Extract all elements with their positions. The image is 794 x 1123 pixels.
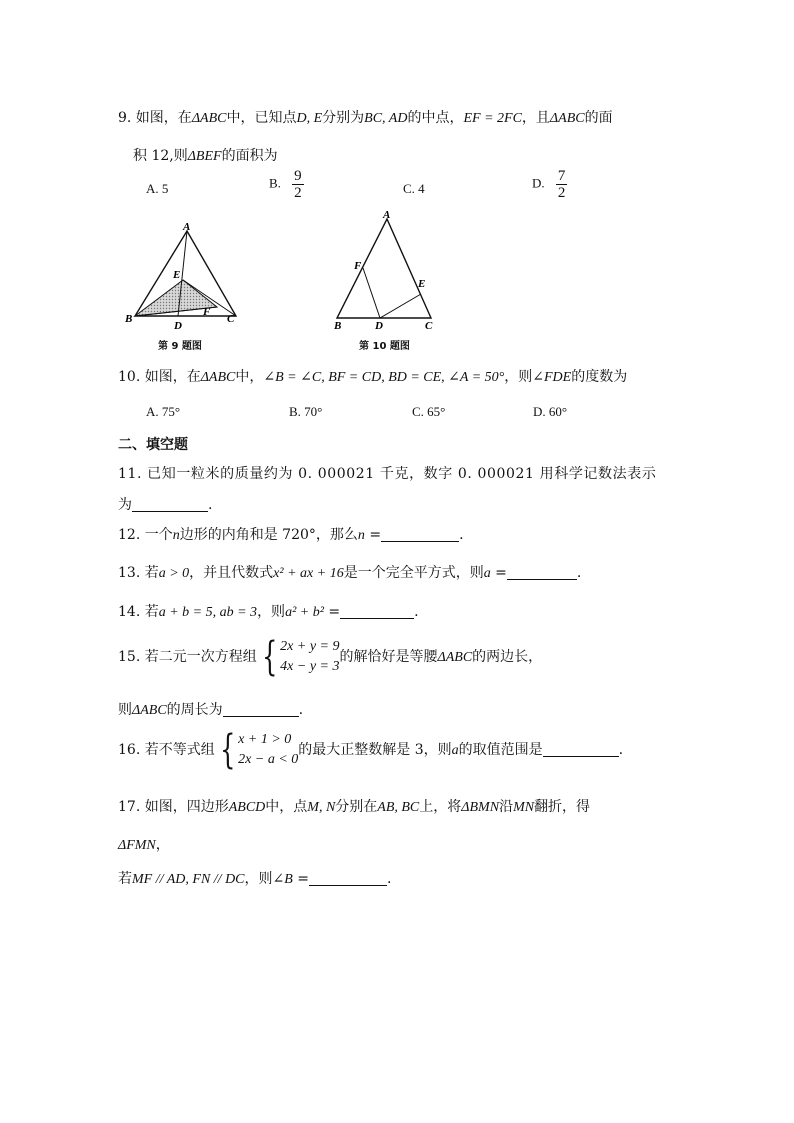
q14: 14. 若a + b = 5, ab = 3，则a² + b² = . bbox=[118, 604, 419, 620]
q15-line2: 则ΔABC的周长为 . bbox=[118, 702, 304, 718]
fig9-label-d: D bbox=[174, 320, 182, 332]
section-title: 二、填空题 bbox=[118, 437, 188, 453]
q17-line1: 17. 如图，四边形ABCD中，点M, N分别在AB, BC上，将ΔBMN沿MN翻折，得 bbox=[118, 799, 591, 815]
fig10-label-f: F bbox=[354, 260, 362, 272]
q10-option-a: A. 75° bbox=[146, 404, 181, 419]
q12: 12. 一个n边形的内角和是 720°，那么n = . bbox=[118, 527, 464, 543]
fig9-label-b: B bbox=[125, 313, 133, 325]
q15-line1: 15. 若二元一次方程组 { 2x + y = 9 4x − y = 3 的解恰好是等腰ΔABC的两边长， bbox=[118, 634, 543, 680]
answer-blank bbox=[340, 604, 414, 619]
figure-10-caption: 第 10 题图 bbox=[359, 341, 410, 352]
triangle-abc bbox=[337, 219, 431, 318]
q17-line2: ΔFMN， bbox=[118, 837, 170, 853]
fig10-label-e: E bbox=[418, 278, 426, 290]
fig10-label-d: D bbox=[375, 320, 383, 332]
q11-line1: 11. 已知一粒米的质量约为 0. 000021 千克，数字 0. 000021 用科学记数法表示 bbox=[118, 466, 657, 482]
figure-9 bbox=[120, 220, 250, 350]
q13: 13. 若a > 0，并且代数式x² + ax + 16是一个完全平方式，则a = . bbox=[118, 565, 582, 581]
fig10-label-b: B bbox=[334, 320, 342, 332]
q9-option-d: D. $\frac{7}{2}$ bbox=[532, 168, 566, 201]
q11-line2: 为 . bbox=[118, 497, 213, 513]
q9-option-d-fraction: $\frac{7}{2}$ bbox=[557, 168, 566, 201]
answer-blank bbox=[381, 527, 459, 542]
answer-blank bbox=[223, 702, 299, 717]
q9-option-b: B. $\frac{9}{2}$ bbox=[269, 168, 302, 201]
q17-line3: 若MF // AD, FN // DC，则∠B = . bbox=[118, 871, 392, 887]
q16: 16. 若不等式组 { x + 1 > 0 2x − a < 0 的最大正整数解是 3，则a的取值范围是 . bbox=[118, 727, 624, 773]
answer-blank bbox=[507, 565, 577, 580]
inequality-system: { x + 1 > 0 2x − a < 0 bbox=[219, 727, 299, 773]
fig9-label-f: F bbox=[203, 306, 211, 318]
fig9-label-a: A bbox=[183, 221, 191, 233]
answer-blank bbox=[309, 871, 387, 886]
q9-option-c: C. 4 bbox=[403, 181, 425, 196]
q9-line2: 积 12,则ΔBEF的面积为 bbox=[133, 148, 278, 164]
fig10-label-c: C bbox=[425, 320, 433, 332]
fig10-label-a: A bbox=[383, 209, 391, 221]
figure-10 bbox=[325, 205, 455, 335]
q9-line1: 9. 如图，在ΔABC中，已知点D, E分别为BC, AD的中点，EF = 2FC，且ΔABC的面 bbox=[118, 110, 613, 126]
q10-option-b: B. 70° bbox=[289, 404, 323, 419]
q10-option-d: D. 60° bbox=[533, 404, 568, 419]
equation-system: { 2x + y = 9 4x − y = 3 bbox=[261, 634, 340, 680]
fig9-label-c: C bbox=[227, 313, 235, 325]
figure-9-caption: 第 9 题图 bbox=[158, 341, 202, 352]
q10-stem: 10. 如图，在ΔABC中，∠B = ∠C, BF = CD, BD = CE, ∠A = 50°，则∠FDE的度数为 bbox=[118, 369, 628, 385]
q9-option-b-fraction: $\frac{9}{2}$ bbox=[294, 168, 302, 201]
answer-blank bbox=[132, 497, 208, 512]
q9-option-a: A. 5 bbox=[146, 181, 169, 196]
fig9-label-e: E bbox=[173, 269, 181, 281]
answer-blank bbox=[543, 742, 619, 757]
q10-option-c: C. 65° bbox=[412, 404, 446, 419]
